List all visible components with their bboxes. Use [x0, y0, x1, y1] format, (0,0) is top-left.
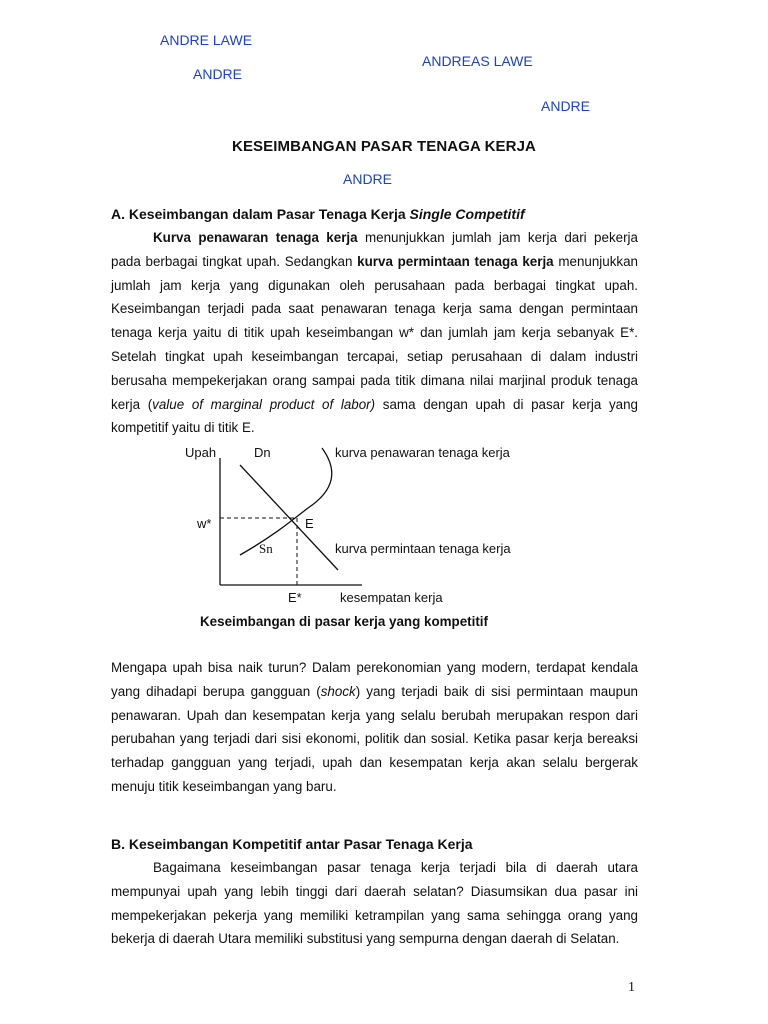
- section-a-heading-text: A. Keseimbangan dalam Pasar Tenaga Kerja: [111, 206, 410, 222]
- demand-term: kurva permintaan tenaga kerja: [357, 253, 554, 269]
- shock-term: shock: [320, 683, 356, 699]
- page-number: 1: [628, 980, 635, 995]
- supply-curve: [240, 448, 332, 555]
- document-title: KESEIMBANGAN PASAR TENAGA KERJA: [232, 138, 536, 155]
- demand-curve: [240, 465, 338, 570]
- section-b-heading: B. Keseimbangan Kompetitif antar Pasar Tenaga Kerja: [111, 836, 473, 852]
- shock-text-2: ) yang terjadi baik di sisi permintaan maupun penawaran. Upah dan kesempatan kerja yang selalu berubah merupakan respon dari perubahan yang terjadi dari sisi ekonomi, politik dan sosial. Ketika pasar kerja bereaksi terhadap gangguan yang terjadi, upah dan kesempatan kerja akan selalu bergerak menuju titik keseimbangan yang baru.: [111, 683, 638, 794]
- vmp-term: value of marginal product of labor): [152, 396, 376, 412]
- watermark-andreas-lawe: ANDREAS LAWE: [422, 53, 533, 69]
- x-axis-label: kesempatan kerja: [340, 590, 443, 605]
- paragraph-text-1: menunjukkan jumlah jam kerja dari pekerja pada berbagai tingkat upah. Sedangkan: [111, 230, 638, 269]
- diagram-caption: Keseimbangan di pasar kerja yang kompetitif: [200, 614, 488, 629]
- watermark-andre-3: ANDRE: [343, 171, 393, 187]
- section-a-heading-italic: Single Competitif: [409, 206, 525, 222]
- section-b-text: Bagaimana keseimbangan pasar tenaga kerja terjadi bila di daerah utara mempunyai upah yang lebih tinggi dari daerah selatan? Diasumsikan dua pasar ini mempekerjakan pekerja yang memiliki ketrampilan yang sama sehingga orang yang bekerja di daerah Utara memiliki substitusi yang sempurna dengan daerah di Selatan.: [111, 860, 638, 947]
- shock-text-1: Mengapa upah bisa naik turun? Dalam perekonomian yang modern, terdapat kendala yang dihadapi berupa gangguan (: [111, 660, 638, 699]
- shock-paragraph: [111, 656, 638, 799]
- w-star-label: w*: [197, 516, 212, 531]
- paragraph-text-2: menunjukkan jumlah jam kerja yang digunakan oleh perusahaan pada berbagai tingkat upah. Keseimbangan terjadi pada saat penawaran tenaga kerja sama dengan permintaan tenaga kerja yaitu di titik upah keseimbangan w* dan jumlah jam kerja sebanyak E*. Setelah tingkat upah keseimbangan tercapai, setiap perusahaan di dalam industri berusaha mempekerjakan orang sampai pada titik dimana nilai marjinal produk tenaga kerja (: [111, 253, 638, 412]
- supply-term: Kurva penawaran tenaga kerja: [153, 230, 358, 245]
- watermark-andre-2: ANDRE: [541, 98, 591, 114]
- supply-curve-label: kurva penawaran tenaga kerja: [335, 445, 510, 460]
- e-star-label: E*: [288, 590, 302, 605]
- y-axis-label: Upah: [185, 445, 217, 460]
- watermark-andre-lawe: ANDRE LAWE: [160, 32, 253, 48]
- paragraph-text-3: sama dengan upah di pasar kerja yang kompetitif yaitu di titik E.: [111, 396, 638, 436]
- equilibrium-point-label: E: [305, 516, 314, 531]
- demand-curve-label: kurva permintaan tenaga kerja: [335, 541, 511, 556]
- curve-sn-label: Sn: [259, 541, 273, 556]
- watermark-andre-1: ANDRE: [193, 66, 243, 82]
- curve-dn-label: Dn: [254, 445, 271, 460]
- section-b-paragraph: [111, 856, 638, 951]
